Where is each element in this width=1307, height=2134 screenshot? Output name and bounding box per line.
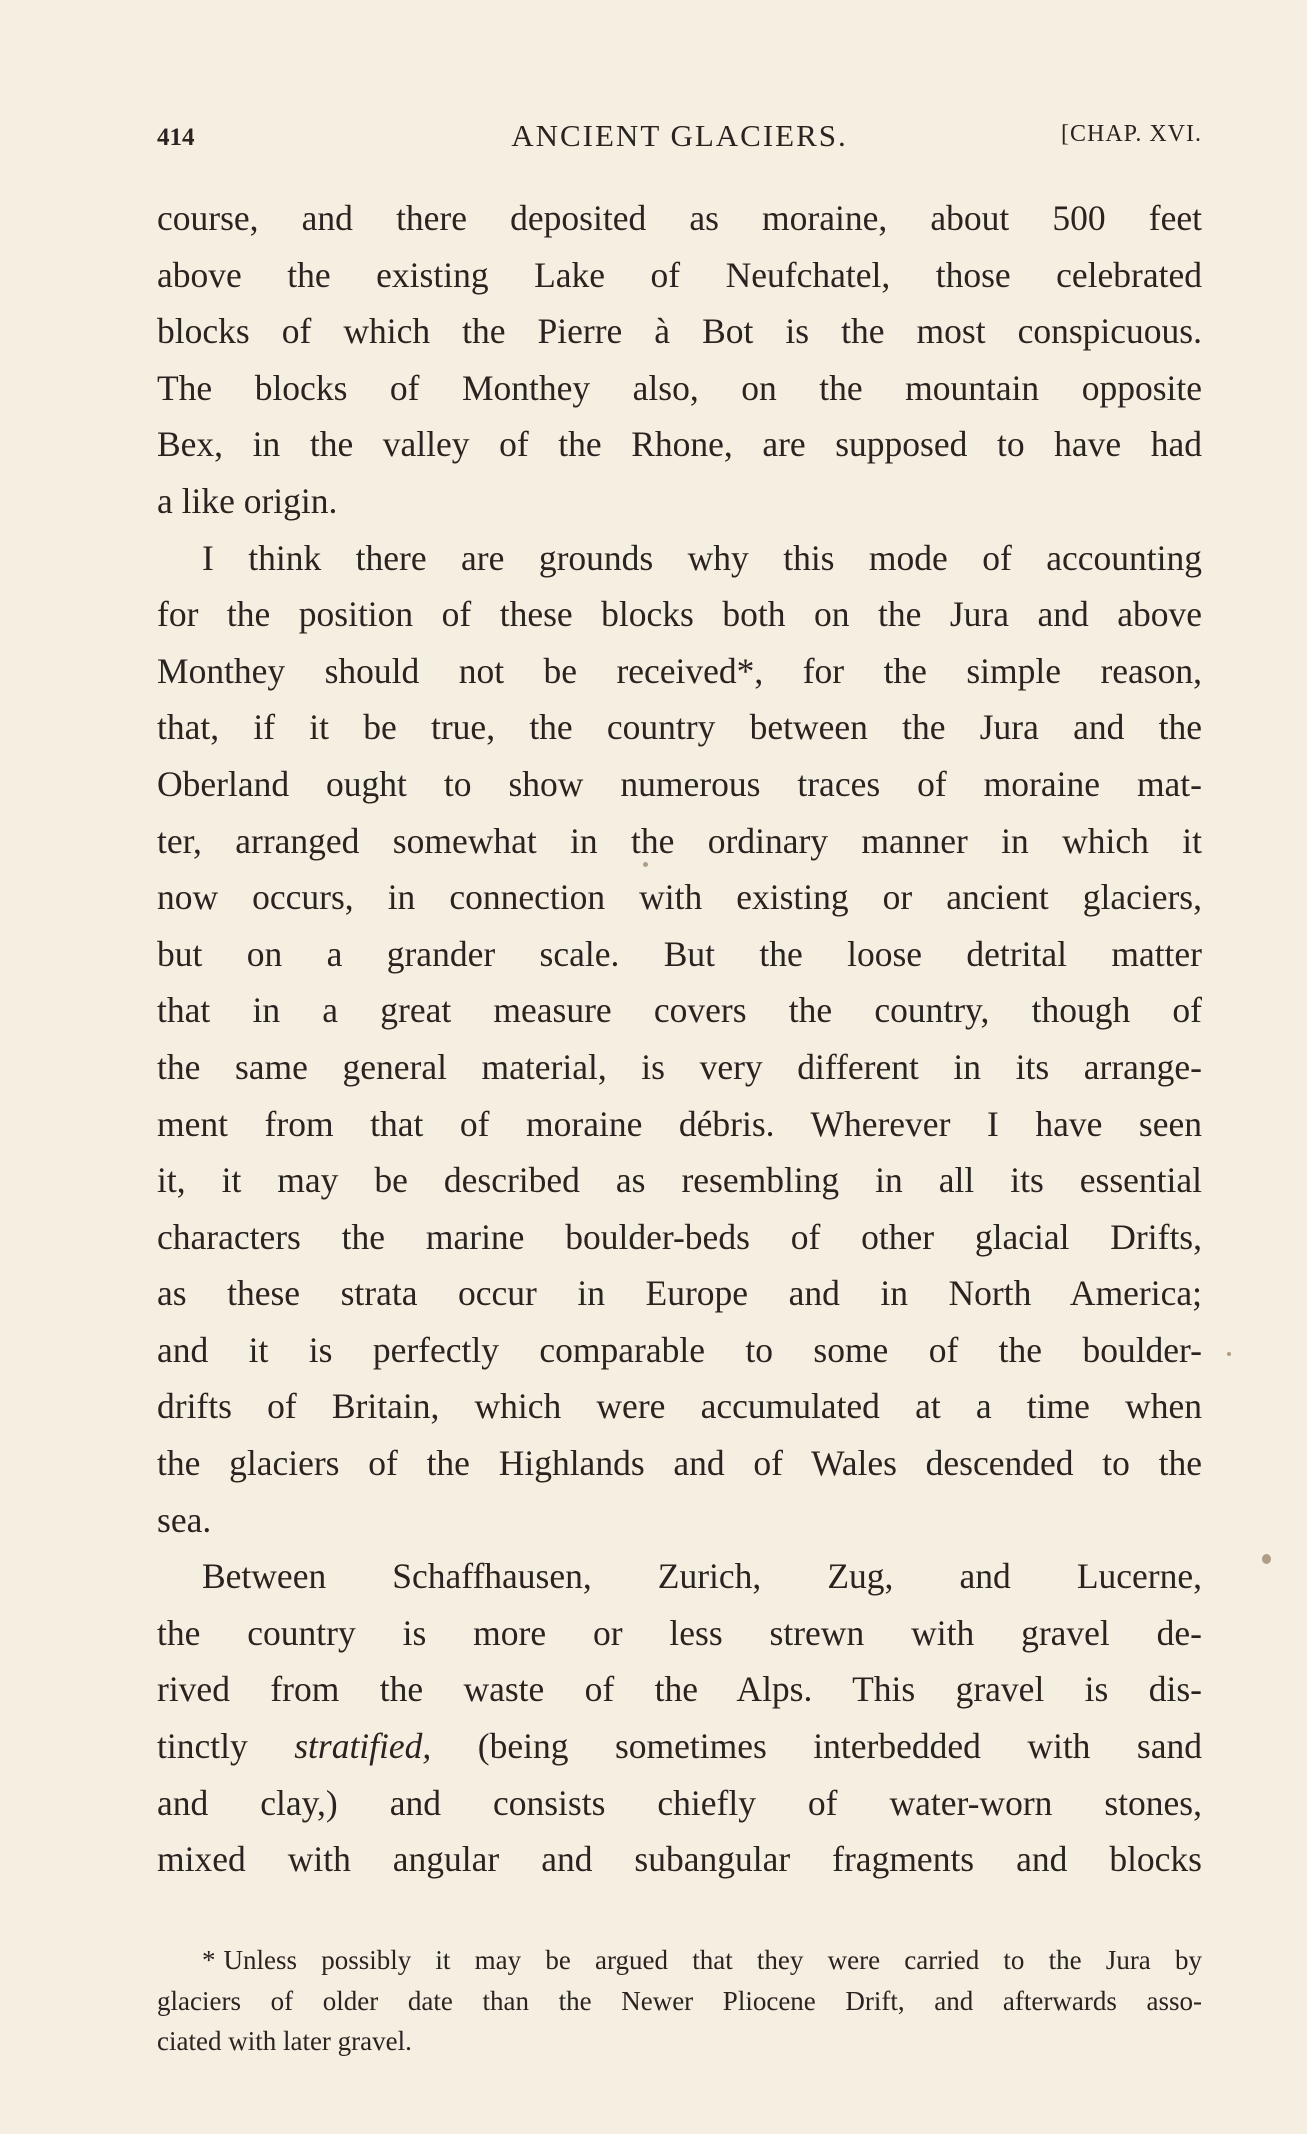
chapter-label: [CHAP. XVI.: [1060, 121, 1202, 147]
text-line: above the existing Lake of Neufchatel, those celebrated: [157, 254, 1202, 295]
text-line: Oberland ought to show numerous traces of moraine mat-: [157, 763, 1202, 804]
ink-speck: [643, 862, 648, 867]
text-fragment: (being sometimes interbedded with sand: [431, 1726, 1202, 1767]
text-line: it, it may be described as resembling in all its essential: [157, 1160, 1202, 1201]
text-line: sea.: [157, 1499, 212, 1540]
text-line: and clay,) and consists chiefly of water-worn stones,: [157, 1782, 1202, 1823]
text-line: the same general material, is very different in its arrange-: [157, 1046, 1202, 1087]
ink-speck: [1227, 1352, 1231, 1356]
running-title: ANCIENT GLACIERS.: [511, 118, 848, 153]
text-fragment: tinctly: [157, 1726, 295, 1767]
text-line: as these strata occur in Europe and in North America;: [157, 1273, 1202, 1314]
footnote-line: [157, 1940, 1202, 1981]
text-line: a like origin.: [157, 480, 338, 521]
text-line: but on a grander scale. But the loose detrital matter: [157, 933, 1202, 974]
text-line: drifts of Britain, which were accumulated at a time when: [157, 1386, 1202, 1427]
footnote: [157, 1940, 1202, 2062]
text-line: and it is perfectly comparable to some of the boulder-: [157, 1329, 1202, 1370]
text-line: the country is more or less strewn with gravel de-: [157, 1612, 1202, 1653]
text-line: blocks of which the Pierre à Bot is the most conspicuous.: [157, 311, 1202, 352]
paragraph-start: I think there are grounds why this mode of accounting: [202, 537, 1202, 578]
page-header: [157, 118, 1202, 158]
footnote-marker: *: [202, 1945, 216, 1975]
text-line: Bex, in the valley of the Rhone, are supposed to have had: [157, 424, 1202, 465]
text-line: that, if it be true, the country between the Jura and the: [157, 707, 1202, 748]
text-line-mixed: [157, 1718, 1202, 1775]
text-line: Monthey should not be received*, for the simple reason,: [157, 650, 1202, 691]
text-line: ment from that of moraine débris. Wherever I have seen: [157, 1103, 1202, 1144]
text-line: characters the marine boulder-beds of other glacial Drifts,: [157, 1216, 1202, 1257]
text-line: that in a great measure covers the country, though of: [157, 990, 1202, 1031]
footnote-text: Unless possibly it may be argued that they were carried to the Jura by: [223, 1945, 1202, 1975]
text-line: rived from the waste of the Alps. This gravel is dis-: [157, 1669, 1202, 1710]
footnote-line: ciated with later gravel.: [157, 2026, 412, 2056]
text-line: mixed with angular and subangular fragments and blocks: [157, 1839, 1202, 1880]
text-line: now occurs, in connection with existing or ancient glaciers,: [157, 877, 1202, 918]
italic-word: stratified,: [294, 1726, 432, 1767]
text-line: for the position of these blocks both on the Jura and above: [157, 594, 1202, 635]
text-line: ter, arranged somewhat in the ordinary manner in which it: [157, 820, 1202, 861]
text-line: course, and there deposited as moraine, about 500 feet: [157, 198, 1202, 238]
body-text: [157, 190, 1202, 1888]
paragraph-start: Between Schaffhausen, Zurich, Zug, and Lucerne,: [202, 1556, 1202, 1597]
page-number: 414: [157, 124, 195, 151]
ink-speck: [1262, 1554, 1271, 1564]
text-line: The blocks of Monthey also, on the mountain opposite: [157, 367, 1202, 408]
footnote-line: glaciers of older date than the Newer Pliocene Drift, and afterwards asso-: [157, 1985, 1202, 2016]
text-line: the glaciers of the Highlands and of Wales descended to the: [157, 1443, 1202, 1484]
